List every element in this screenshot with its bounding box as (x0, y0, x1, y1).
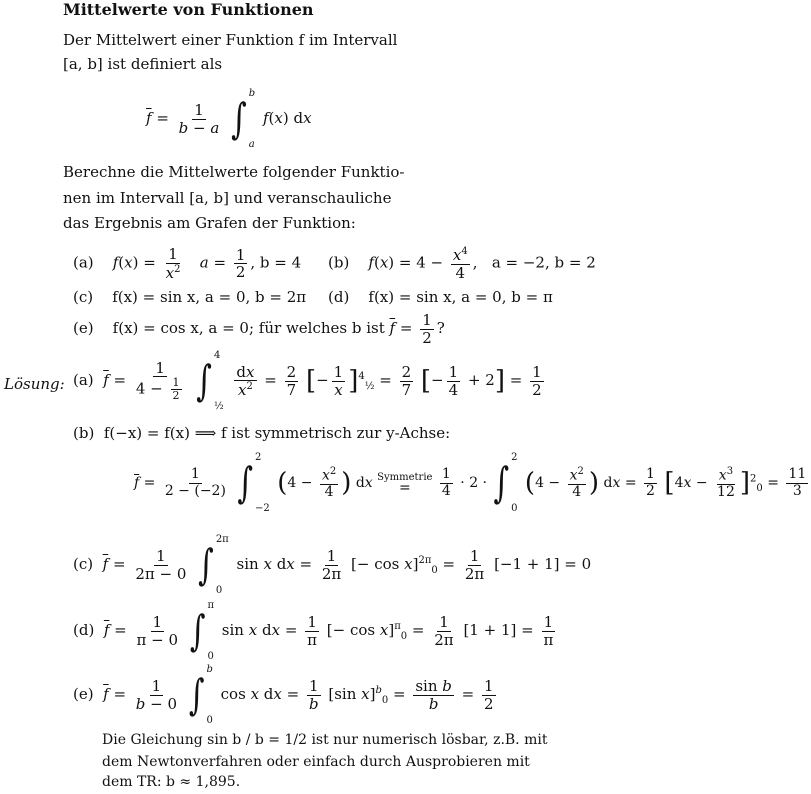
note-line-3: dem TR: b ≈ 1,895. (102, 774, 241, 790)
task-line-3: das Ergebnis am Grafen der Funktion: (63, 214, 356, 232)
intro-line-1: Der Mittelwert einer Funktion f im Intervall (63, 31, 398, 49)
note-line-1: Die Gleichung sin b / b = 1/2 ist nur numerisch lösbar, z.B. mit (102, 732, 548, 748)
solution-a: (a) $\overline{f}$ = 1 4 − $\frac{1}{2}$ ∫ 4 ½ $\frac{dx}{x^2}$ = $\frac{2}{7}$ [− $\frac{1}{x}$ ]$^4_{\frac{1}{2}}$ = $\frac{2}{7}$ [− $\frac{1}{4}$ + 2] = $\frac{1}{2}$ (73, 350, 542, 412)
symmetry-label: Symmetrie (377, 472, 433, 483)
task-a: (a) f(x) = $\frac{1}{x^2}$ a = $\frac{1}{2}$ , b = 4 (73, 245, 302, 282)
task-b: (b) f(x) = 4 − $\frac{x^4}{4}$ , a = −2, b = 2 (328, 246, 596, 282)
page-title: Mittelwerte von Funktionen (63, 0, 314, 19)
solution-c: (c) $\overline{f}$ = $\frac{1}{2\pi - 0}$ ∫ 2π 0 sin x dx = $\frac{1}{2\pi}$ [− cos x]$^{2\pi}_0$ = $\frac{1}{2\pi}$ [−1 + 1] = 0 (73, 534, 592, 596)
solution-label: Lösung: (4, 375, 65, 393)
intro-line-2: [a, b] ist definiert als (63, 55, 223, 73)
task-d: (d) f(x) = sin x, a = 0, b = π (328, 288, 553, 306)
solution-d: (d) $\overline{f}$ = $\frac{1}{\pi - 0}$ ∫ π 0 sin x dx = $\frac{1}{\pi}$ [− cos x]$^\pi_0$ = $\frac{1}{2\pi}$ [1 + 1] = $\frac{1}{\pi}$ (73, 600, 554, 662)
solution-b-statement: (b) f(−x) = f(x) ⟹ f ist symmetrisch zur y-Achse: (73, 424, 451, 442)
solution-e: (e) $\overline{f}$ = $\frac{1}{b - 0}$ ∫ b 0 cos x dx = $\frac{1}{b}$ [sin x]$^b_0$ = $\frac{\text{sin b}}{b}$ = $\frac{1}{2}$ (73, 664, 494, 726)
note-line-2: dem Newtonverfahren oder einfach durch Ausprobieren mit (102, 754, 530, 770)
task-line-2: nen im Intervall [a, b] und veranschauliche (63, 189, 392, 207)
mean-definition-formula: $\overline{f}$ = $\frac{1}{b - a}$ ∫ b a f(x) dx (146, 88, 312, 150)
task-c: (c) f(x) = sin x, a = 0, b = 2π (73, 288, 307, 306)
solution-b-formula: $\overline{f}$ = $\frac{1}{2 - (-2)}$ ∫ 2 −2 (4 − $\frac{x^2}{4}$ ) dx Symmetrie = $\frac{1}{4}$ · 2 · ∫ 2 0 (4 − $\frac{x^2}{4}$ ) dx = $\frac{1}{2}$ [4x − $\frac{x^3}{12}$ ]$^2_0$ = $\frac{11}{3}$ (134, 452, 807, 514)
task-e: (e) f(x) = cos x, a = 0; für welches b ist $\overline{f}$ = $\frac{1}{2}$ ? (73, 311, 445, 347)
task-line-1: Berechne die Mittelwerte folgender Funktio- (63, 163, 405, 181)
